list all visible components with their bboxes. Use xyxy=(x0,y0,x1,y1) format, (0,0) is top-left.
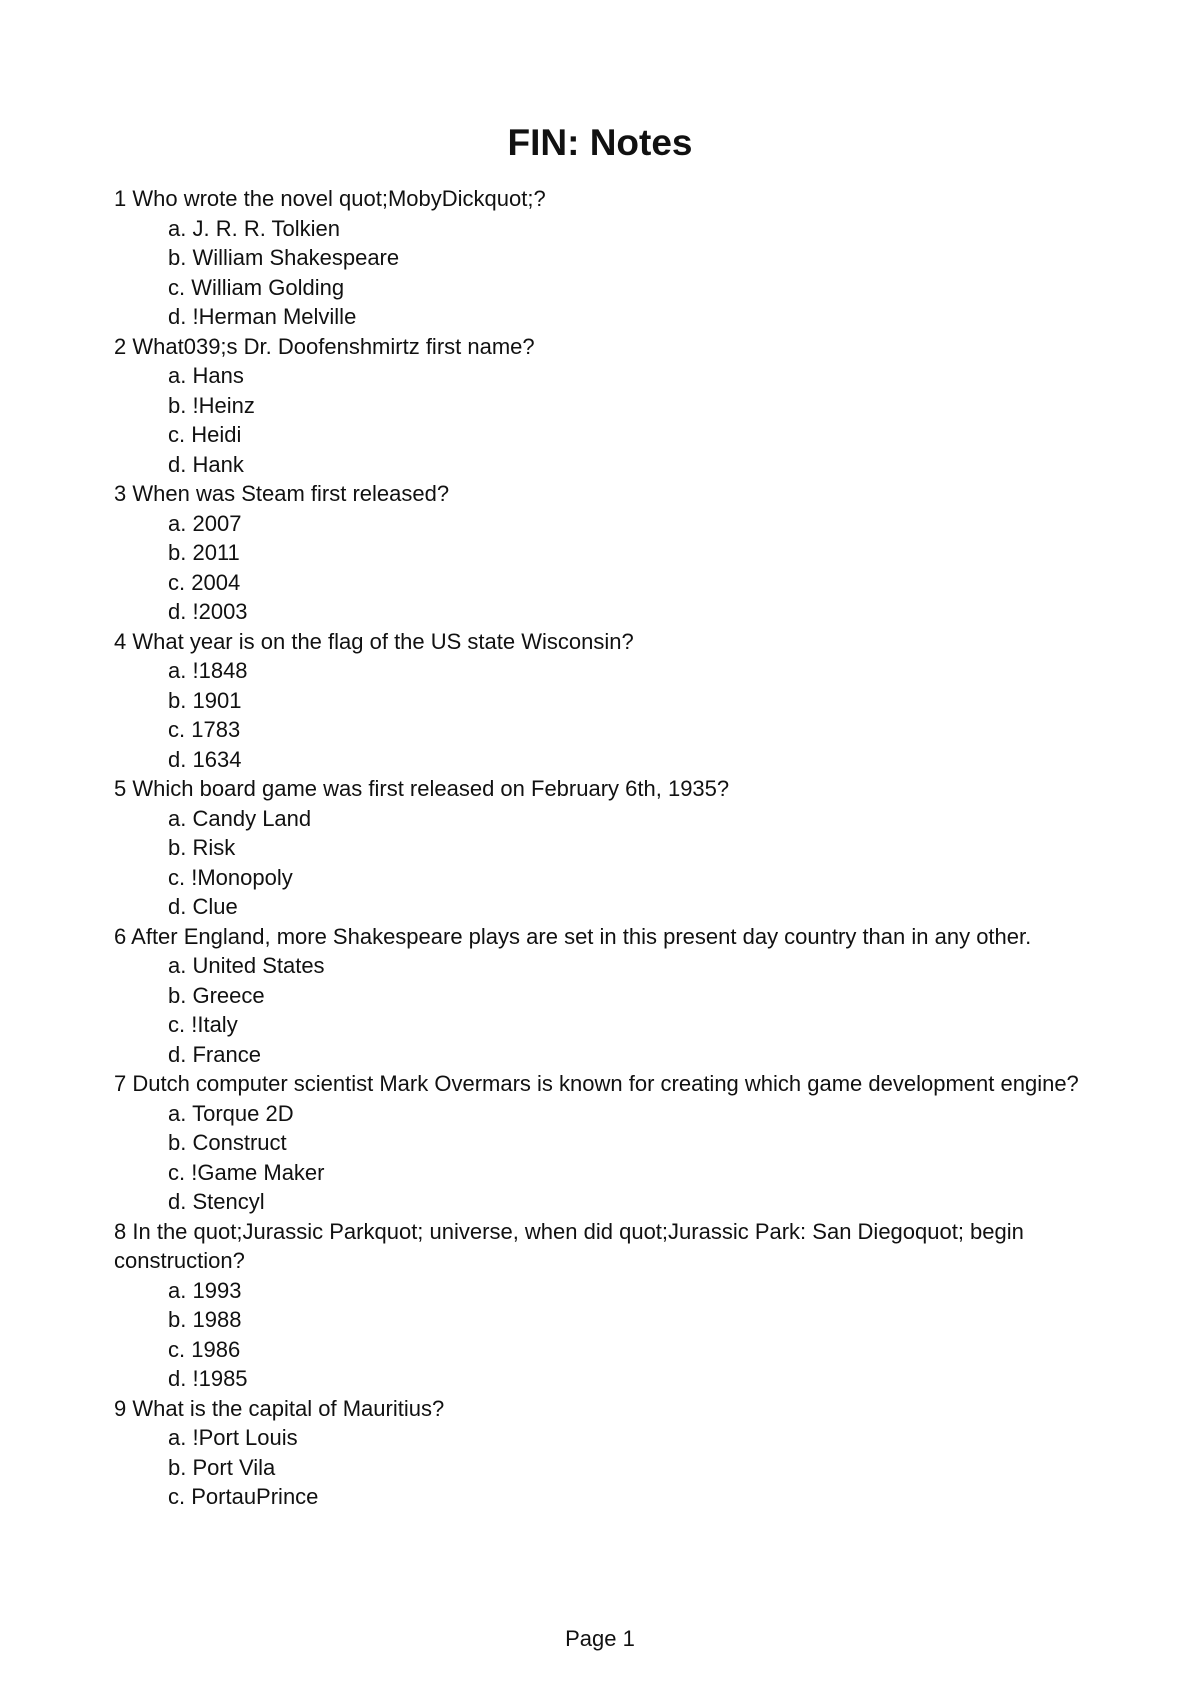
option-letter: d . xyxy=(168,747,192,772)
option-letter: b . xyxy=(168,393,192,418)
option-text: PortauPrince xyxy=(191,1484,319,1509)
answer-option xyxy=(168,568,1094,598)
question-item xyxy=(114,1394,1094,1512)
option-text: 1901 xyxy=(192,687,242,713)
option-letter: b . xyxy=(168,540,192,565)
question-prompt: In the quot;Jurassic Parkquot; universe, when did quot;Jurassic Park: San Diegoquot; begin construction? xyxy=(114,1218,1024,1273)
option-letter: c . xyxy=(168,865,191,890)
answer-option xyxy=(168,1305,1094,1335)
question-prompt: Who wrote the novel quot;MobyDickquot;? xyxy=(132,186,546,211)
answer-option xyxy=(168,302,1094,332)
question-text xyxy=(114,774,1094,804)
option-text: !Herman Melville xyxy=(192,304,357,329)
question-prompt: What is the capital of Mauritius? xyxy=(132,1395,445,1421)
option-text: !Port Louis xyxy=(192,1425,298,1450)
option-letter: d . xyxy=(168,452,192,477)
option-letter: b . xyxy=(168,983,192,1008)
answer-options xyxy=(114,1099,1094,1217)
answer-option xyxy=(168,745,1094,775)
option-text: !Heinz xyxy=(192,392,255,418)
answer-option xyxy=(168,1364,1094,1394)
option-text: !2003 xyxy=(192,599,248,624)
answer-option xyxy=(168,391,1094,421)
option-text: 2004 xyxy=(191,569,241,595)
answer-option xyxy=(168,214,1094,244)
question-number: 6 xyxy=(114,923,127,949)
question-item xyxy=(114,479,1094,627)
question-item xyxy=(114,1217,1094,1394)
answer-options xyxy=(114,214,1094,332)
answer-options xyxy=(114,804,1094,922)
option-letter: a . xyxy=(168,658,192,683)
option-letter: b . xyxy=(168,1307,192,1332)
question-prompt: What year is on the flag of the US state Wisconsin? xyxy=(132,628,634,654)
answer-option xyxy=(168,1482,1094,1512)
answer-option xyxy=(168,804,1094,834)
option-letter: d . xyxy=(168,894,192,919)
option-letter: c . xyxy=(168,1160,191,1185)
option-text: Construct xyxy=(192,1130,287,1155)
question-number: 8 xyxy=(114,1218,127,1244)
option-text: United States xyxy=(192,953,325,978)
answer-options xyxy=(114,656,1094,774)
question-text xyxy=(114,1217,1094,1276)
option-text: Stencyl xyxy=(192,1189,265,1214)
option-text: J. R. R. Tolkien xyxy=(192,215,341,241)
option-text: Hank xyxy=(192,451,244,477)
answer-option xyxy=(168,1335,1094,1365)
answer-option xyxy=(168,1276,1094,1306)
option-text: Hans xyxy=(192,363,244,388)
answer-option xyxy=(168,863,1094,893)
answer-option xyxy=(168,273,1094,303)
option-letter: b . xyxy=(168,835,192,860)
option-letter: a . xyxy=(168,216,192,241)
option-text: Clue xyxy=(192,894,238,919)
question-text xyxy=(114,479,1094,509)
question-number: 9 xyxy=(114,1395,127,1421)
question-number: 7 xyxy=(114,1071,127,1096)
option-text: !Italy xyxy=(191,1012,238,1037)
question-item xyxy=(114,922,1094,1070)
option-text: 1783 xyxy=(191,717,241,742)
answer-options xyxy=(114,1423,1094,1512)
answer-option xyxy=(168,1187,1094,1217)
question-list xyxy=(114,184,1094,1512)
answer-option xyxy=(168,450,1094,480)
option-letter: b . xyxy=(168,688,192,713)
answer-option xyxy=(168,981,1094,1011)
question-item xyxy=(114,1069,1094,1217)
option-text: 1993 xyxy=(192,1277,242,1303)
question-text xyxy=(114,627,1094,657)
option-letter: d . xyxy=(168,1366,192,1391)
answer-option xyxy=(168,361,1094,391)
option-letter: c . xyxy=(168,1012,191,1037)
answer-option xyxy=(168,243,1094,273)
option-letter: c . xyxy=(168,1337,191,1362)
option-letter: a . xyxy=(168,806,192,831)
answer-option xyxy=(168,715,1094,745)
answer-option xyxy=(168,420,1094,450)
option-text: 2011 xyxy=(192,540,240,565)
answer-option xyxy=(168,1128,1094,1158)
question-prompt: When was Steam first released? xyxy=(132,481,450,506)
question-number: 3 xyxy=(114,481,127,506)
option-letter: a . xyxy=(168,1101,192,1126)
answer-option xyxy=(168,1158,1094,1188)
option-text: 1634 xyxy=(192,746,242,772)
answer-options xyxy=(114,509,1094,627)
option-letter: a . xyxy=(168,363,192,388)
question-text xyxy=(114,1394,1094,1424)
answer-option xyxy=(168,656,1094,686)
answer-option xyxy=(168,1099,1094,1129)
answer-option xyxy=(168,951,1094,981)
option-text: 1986 xyxy=(191,1336,241,1362)
option-letter: c . xyxy=(168,422,191,447)
question-text xyxy=(114,332,1094,362)
option-text: !Monopoly xyxy=(191,864,293,890)
page-title: FIN: Notes xyxy=(507,122,693,163)
question-item xyxy=(114,774,1094,922)
question-prompt: After England, more Shakespeare plays are set in this present day country than in any other. xyxy=(131,923,1032,949)
option-letter: c . xyxy=(168,717,191,742)
question-text xyxy=(114,184,1094,214)
answer-option xyxy=(168,509,1094,539)
answer-option xyxy=(168,1453,1094,1483)
answer-option xyxy=(168,1040,1094,1070)
option-text: !Game Maker xyxy=(191,1159,325,1185)
option-letter: c . xyxy=(168,275,191,300)
question-prompt: What039;s Dr. Doofenshmirtz first name? xyxy=(132,333,535,359)
option-letter: d . xyxy=(168,599,192,624)
question-text xyxy=(114,1069,1094,1099)
page-number: Page 1 xyxy=(565,1626,635,1651)
answer-option xyxy=(168,597,1094,627)
question-number: 4 xyxy=(114,628,127,654)
option-letter: b . xyxy=(168,245,192,270)
option-text: Greece xyxy=(192,982,265,1008)
option-letter: d . xyxy=(168,1042,192,1067)
option-text: William Golding xyxy=(191,274,345,300)
answer-option xyxy=(168,686,1094,716)
question-prompt: Dutch computer scientist Mark Overmars is known for creating which game development engine? xyxy=(132,1071,1079,1096)
option-letter: a . xyxy=(168,1425,192,1450)
option-letter: d . xyxy=(168,1189,192,1214)
option-letter: d . xyxy=(168,304,192,329)
answer-options xyxy=(114,1276,1094,1394)
question-number: 5 xyxy=(114,776,127,801)
question-item xyxy=(114,332,1094,480)
option-letter: c . xyxy=(168,570,191,595)
option-text: Port Vila xyxy=(192,1454,276,1480)
answer-option xyxy=(168,892,1094,922)
question-item xyxy=(114,184,1094,332)
answer-options xyxy=(114,361,1094,479)
option-letter: a . xyxy=(168,511,192,536)
option-letter: b . xyxy=(168,1130,192,1155)
answer-option xyxy=(168,833,1094,863)
option-text: Torque 2D xyxy=(192,1100,294,1126)
answer-option xyxy=(168,538,1094,568)
option-text: Risk xyxy=(192,835,236,860)
option-text: William Shakespeare xyxy=(192,245,400,270)
option-text: !1985 xyxy=(192,1366,248,1391)
question-number: 2 xyxy=(114,333,127,359)
question-item xyxy=(114,627,1094,775)
question-number: 1 xyxy=(114,186,127,211)
answer-options xyxy=(114,951,1094,1069)
option-text: Heidi xyxy=(191,422,242,447)
option-text: Candy Land xyxy=(192,805,312,831)
option-letter: a . xyxy=(168,1278,192,1303)
question-prompt: Which board game was first released on February 6th, 1935? xyxy=(132,776,730,801)
option-text: France xyxy=(192,1041,261,1067)
option-text: 2007 xyxy=(192,510,242,536)
option-letter: c . xyxy=(168,1484,191,1509)
option-text: !1848 xyxy=(192,658,248,683)
question-text xyxy=(114,922,1094,952)
answer-option xyxy=(168,1010,1094,1040)
option-letter: b . xyxy=(168,1455,192,1480)
option-text: 1988 xyxy=(192,1307,242,1332)
option-letter: a . xyxy=(168,953,192,978)
answer-option xyxy=(168,1423,1094,1453)
